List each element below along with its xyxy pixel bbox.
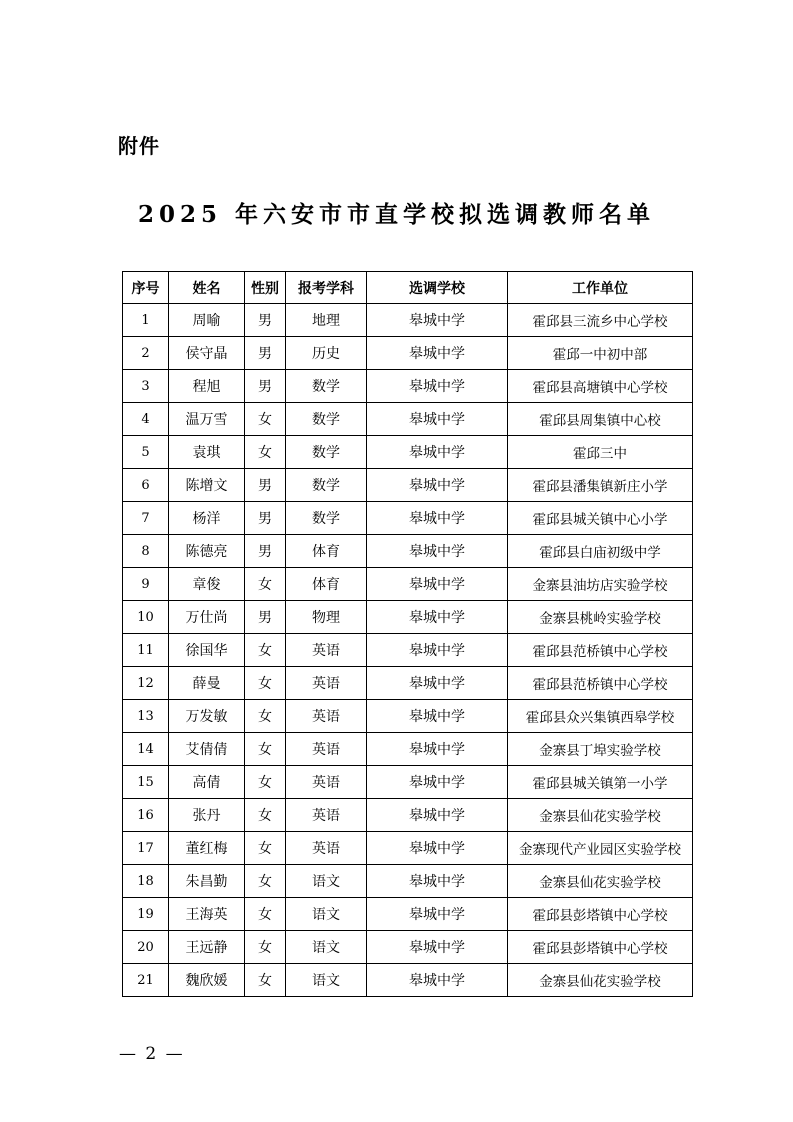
cell-gender: 女 <box>245 403 286 436</box>
cell-subject: 英语 <box>286 766 367 799</box>
cell-target-school: 皋城中学 <box>367 469 508 502</box>
cell-target-school: 皋城中学 <box>367 667 508 700</box>
cell-subject: 体育 <box>286 535 367 568</box>
teacher-roster-table <box>122 271 693 997</box>
cell-no: 3 <box>123 370 169 403</box>
cell-current-unit: 霍邱县白庙初级中学 <box>508 535 693 568</box>
cell-subject: 数学 <box>286 469 367 502</box>
cell-target-school: 皋城中学 <box>367 931 508 964</box>
table-row <box>123 436 693 469</box>
table-row <box>123 700 693 733</box>
header-gender: 性别 <box>245 272 286 304</box>
cell-gender: 女 <box>245 931 286 964</box>
cell-no: 9 <box>123 568 169 601</box>
cell-target-school: 皋城中学 <box>367 832 508 865</box>
cell-name: 周喻 <box>169 304 245 337</box>
cell-current-unit: 霍邱县彭塔镇中心学校 <box>508 931 693 964</box>
cell-no: 18 <box>123 865 169 898</box>
cell-gender: 男 <box>245 469 286 502</box>
cell-name: 袁琪 <box>169 436 245 469</box>
cell-no: 5 <box>123 436 169 469</box>
cell-no: 4 <box>123 403 169 436</box>
cell-target-school: 皋城中学 <box>367 601 508 634</box>
cell-name: 王海英 <box>169 898 245 931</box>
table-row <box>123 634 693 667</box>
cell-name: 陈增文 <box>169 469 245 502</box>
cell-subject: 物理 <box>286 601 367 634</box>
cell-target-school: 皋城中学 <box>367 337 508 370</box>
cell-current-unit: 霍邱县众兴集镇西皋学校 <box>508 700 693 733</box>
cell-name: 陈德亮 <box>169 535 245 568</box>
cell-target-school: 皋城中学 <box>367 700 508 733</box>
cell-no: 8 <box>123 535 169 568</box>
cell-target-school: 皋城中学 <box>367 898 508 931</box>
cell-no: 2 <box>123 337 169 370</box>
cell-no: 13 <box>123 700 169 733</box>
cell-gender: 女 <box>245 898 286 931</box>
header-no: 序号 <box>123 272 169 304</box>
cell-name: 张丹 <box>169 799 245 832</box>
table-row <box>123 469 693 502</box>
cell-subject: 历史 <box>286 337 367 370</box>
cell-no: 17 <box>123 832 169 865</box>
table-row <box>123 370 693 403</box>
cell-target-school: 皋城中学 <box>367 436 508 469</box>
cell-gender: 女 <box>245 733 286 766</box>
cell-target-school: 皋城中学 <box>367 766 508 799</box>
table-header-row <box>123 272 693 304</box>
cell-name: 朱昌勤 <box>169 865 245 898</box>
cell-no: 20 <box>123 931 169 964</box>
cell-subject: 地理 <box>286 304 367 337</box>
cell-target-school: 皋城中学 <box>367 403 508 436</box>
cell-name: 程旭 <box>169 370 245 403</box>
cell-no: 16 <box>123 799 169 832</box>
cell-name: 章俊 <box>169 568 245 601</box>
cell-no: 21 <box>123 964 169 997</box>
table-row <box>123 403 693 436</box>
cell-target-school: 皋城中学 <box>367 799 508 832</box>
cell-no: 12 <box>123 667 169 700</box>
cell-gender: 男 <box>245 304 286 337</box>
cell-subject: 语文 <box>286 865 367 898</box>
cell-no: 19 <box>123 898 169 931</box>
table-body <box>123 304 693 997</box>
cell-gender: 女 <box>245 568 286 601</box>
cell-current-unit: 霍邱县周集镇中心校 <box>508 403 693 436</box>
cell-subject: 英语 <box>286 634 367 667</box>
cell-subject: 语文 <box>286 931 367 964</box>
cell-name: 薛曼 <box>169 667 245 700</box>
cell-subject: 英语 <box>286 700 367 733</box>
cell-current-unit: 金寨县仙花实验学校 <box>508 964 693 997</box>
cell-gender: 男 <box>245 601 286 634</box>
cell-subject: 英语 <box>286 667 367 700</box>
table-row <box>123 337 693 370</box>
header-current-unit: 工作单位 <box>508 272 693 304</box>
cell-name: 魏欣媛 <box>169 964 245 997</box>
table-row <box>123 733 693 766</box>
cell-current-unit: 霍邱县彭塔镇中心学校 <box>508 898 693 931</box>
cell-subject: 英语 <box>286 832 367 865</box>
cell-name: 温万雪 <box>169 403 245 436</box>
table-row <box>123 601 693 634</box>
cell-name: 高倩 <box>169 766 245 799</box>
cell-no: 14 <box>123 733 169 766</box>
table-row <box>123 799 693 832</box>
table-row <box>123 535 693 568</box>
cell-no: 10 <box>123 601 169 634</box>
cell-subject: 数学 <box>286 370 367 403</box>
cell-gender: 女 <box>245 964 286 997</box>
table-row <box>123 304 693 337</box>
cell-target-school: 皋城中学 <box>367 865 508 898</box>
cell-current-unit: 金寨县仙花实验学校 <box>508 865 693 898</box>
cell-name: 侯守晶 <box>169 337 245 370</box>
cell-current-unit: 霍邱县范桥镇中心学校 <box>508 634 693 667</box>
cell-current-unit: 金寨县油坊店实验学校 <box>508 568 693 601</box>
cell-name: 徐国华 <box>169 634 245 667</box>
cell-current-unit: 霍邱县城关镇中心小学 <box>508 502 693 535</box>
table-row <box>123 964 693 997</box>
document-title: 2025 年六安市市直学校拟选调教师名单 <box>137 201 656 228</box>
cell-gender: 女 <box>245 799 286 832</box>
cell-no: 7 <box>123 502 169 535</box>
cell-current-unit: 金寨现代产业园区实验学校 <box>508 832 693 865</box>
page-number: — 2 — <box>119 1044 185 1064</box>
cell-subject: 英语 <box>286 733 367 766</box>
cell-name: 王远静 <box>169 931 245 964</box>
cell-name: 万仕尚 <box>169 601 245 634</box>
attachment-label: 附件 <box>118 134 160 158</box>
table-row <box>123 865 693 898</box>
cell-current-unit: 金寨县丁埠实验学校 <box>508 733 693 766</box>
table-row <box>123 667 693 700</box>
cell-target-school: 皋城中学 <box>367 535 508 568</box>
cell-gender: 女 <box>245 700 286 733</box>
cell-current-unit: 霍邱县高塘镇中心学校 <box>508 370 693 403</box>
cell-target-school: 皋城中学 <box>367 964 508 997</box>
cell-gender: 女 <box>245 634 286 667</box>
cell-name: 万发敏 <box>169 700 245 733</box>
cell-current-unit: 霍邱县城关镇第一小学 <box>508 766 693 799</box>
header-name: 姓名 <box>169 272 245 304</box>
cell-target-school: 皋城中学 <box>367 568 508 601</box>
table-row <box>123 931 693 964</box>
table-row <box>123 766 693 799</box>
cell-no: 6 <box>123 469 169 502</box>
cell-subject: 语文 <box>286 964 367 997</box>
cell-no: 1 <box>123 304 169 337</box>
cell-gender: 男 <box>245 502 286 535</box>
cell-current-unit: 霍邱县潘集镇新庄小学 <box>508 469 693 502</box>
cell-current-unit: 霍邱三中 <box>508 436 693 469</box>
table-row <box>123 502 693 535</box>
cell-no: 15 <box>123 766 169 799</box>
header-target-school: 选调学校 <box>367 272 508 304</box>
cell-subject: 语文 <box>286 898 367 931</box>
cell-target-school: 皋城中学 <box>367 304 508 337</box>
cell-subject: 数学 <box>286 502 367 535</box>
cell-current-unit: 金寨县桃岭实验学校 <box>508 601 693 634</box>
cell-target-school: 皋城中学 <box>367 733 508 766</box>
cell-current-unit: 霍邱县范桥镇中心学校 <box>508 667 693 700</box>
cell-name: 艾倩倩 <box>169 733 245 766</box>
cell-target-school: 皋城中学 <box>367 634 508 667</box>
cell-no: 11 <box>123 634 169 667</box>
cell-gender: 女 <box>245 436 286 469</box>
table-row <box>123 898 693 931</box>
cell-gender: 女 <box>245 832 286 865</box>
cell-current-unit: 霍邱县三流乡中心学校 <box>508 304 693 337</box>
cell-gender: 女 <box>245 865 286 898</box>
cell-subject: 体育 <box>286 568 367 601</box>
cell-gender: 女 <box>245 766 286 799</box>
cell-current-unit: 金寨县仙花实验学校 <box>508 799 693 832</box>
cell-current-unit: 霍邱一中初中部 <box>508 337 693 370</box>
header-subject: 报考学科 <box>286 272 367 304</box>
cell-target-school: 皋城中学 <box>367 502 508 535</box>
cell-gender: 男 <box>245 370 286 403</box>
cell-target-school: 皋城中学 <box>367 370 508 403</box>
table-row <box>123 832 693 865</box>
cell-gender: 男 <box>245 337 286 370</box>
cell-name: 董红梅 <box>169 832 245 865</box>
table-row <box>123 568 693 601</box>
cell-gender: 女 <box>245 667 286 700</box>
cell-subject: 英语 <box>286 799 367 832</box>
cell-gender: 男 <box>245 535 286 568</box>
cell-subject: 数学 <box>286 436 367 469</box>
cell-name: 杨洋 <box>169 502 245 535</box>
cell-subject: 数学 <box>286 403 367 436</box>
